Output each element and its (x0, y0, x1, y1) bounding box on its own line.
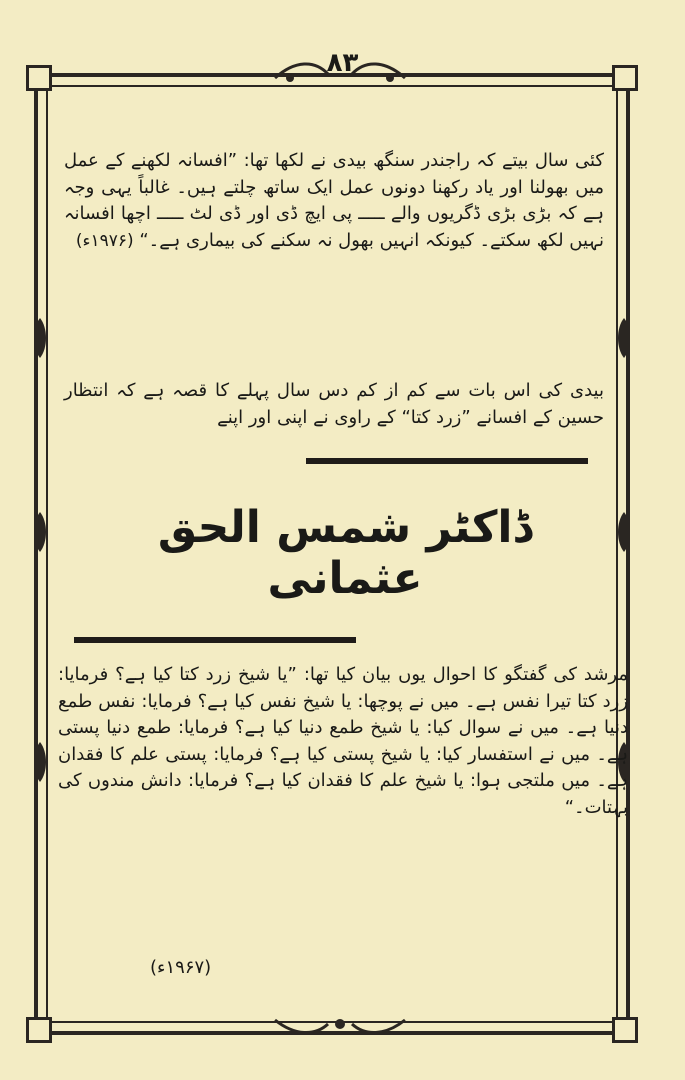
corner-ornament-top-left (26, 65, 52, 91)
divider-rule-upper (306, 458, 588, 464)
side-ornament-left-middle (30, 510, 50, 554)
bottom-flourish-ornament (270, 1012, 410, 1038)
intizar-hussain-text: بیدی کی اس بات سے کم از کم دس سال پہلے کا قصہ ہے کہ انتظار حسین کے افسانے ”زرد کتا“ کے راوی نے اپنی اور اپنے (64, 380, 604, 428)
bedi-quote-paragraph (64, 148, 604, 254)
bedi-quote-text: کئی سال بیتے کہ راجندر سنگھ بیدی نے لکھا تھا: ”افسانہ لکھنے کے عمل میں بھولنا اور یاد رکھنا دونوں عمل ایک ساتھ چلتے ہیں۔ غالباً یہی وجہ ہے کہ بڑی بڑی ڈگریوں والے ـــــ پی ایچ ڈی اور ڈی لٹ ـــــ اچھا افسانہ نہیں لکھ سکتے۔ کیونکہ انہیں بھول نہ سکنے کی بیماری ہے۔“ (64, 150, 604, 251)
author-name: ڈاکٹر شمس الحق عثمانی (157, 502, 533, 604)
side-ornament-left-lower (30, 740, 50, 784)
side-ornament-left-upper (30, 316, 50, 360)
murshid-dialogue-paragraph (58, 662, 628, 821)
intizar-hussain-paragraph (64, 378, 604, 431)
side-ornament-right-upper (614, 316, 634, 360)
corner-ornament-top-right (612, 65, 638, 91)
murshid-dialogue-text: مرشد کی گفتگو کا احوال یوں بیان کیا تھا: ”یا شیخ زرد کتا کیا ہے؟ فرمایا: زرد کتا تیرا نفس ہے۔ میں نے پوچھا: یا شیخ نفس کیا ہے؟ فرمایا: نفس طمع دنیا ہے۔ میں نے سوال کیا: یا شیخ طمع دنیا کیا ہے؟ فرمایا: طمع دنیا پستی ہے۔ میں نے استفسار کیا: یا شیخ پستی کیا ہے؟ فرمایا: پستی علم کا فقدان ہے۔ میں ملتجی ہوا: یا شیخ علم کا فقدان کیا ہے؟ فرمایا: دانش مندوں کی بہتات۔“ (58, 664, 628, 818)
top-flourish-ornament (270, 56, 410, 90)
murshid-dialogue-year: (۱۹۶۷ء) (150, 957, 212, 978)
side-ornament-right-middle (614, 510, 634, 554)
page-number: ۸۳ (326, 48, 359, 78)
divider-rule-lower (74, 637, 356, 643)
corner-ornament-bottom-right (612, 1017, 638, 1043)
bedi-quote-year: (۱۹۷۶ء) (75, 230, 134, 251)
corner-ornament-bottom-left (26, 1017, 52, 1043)
